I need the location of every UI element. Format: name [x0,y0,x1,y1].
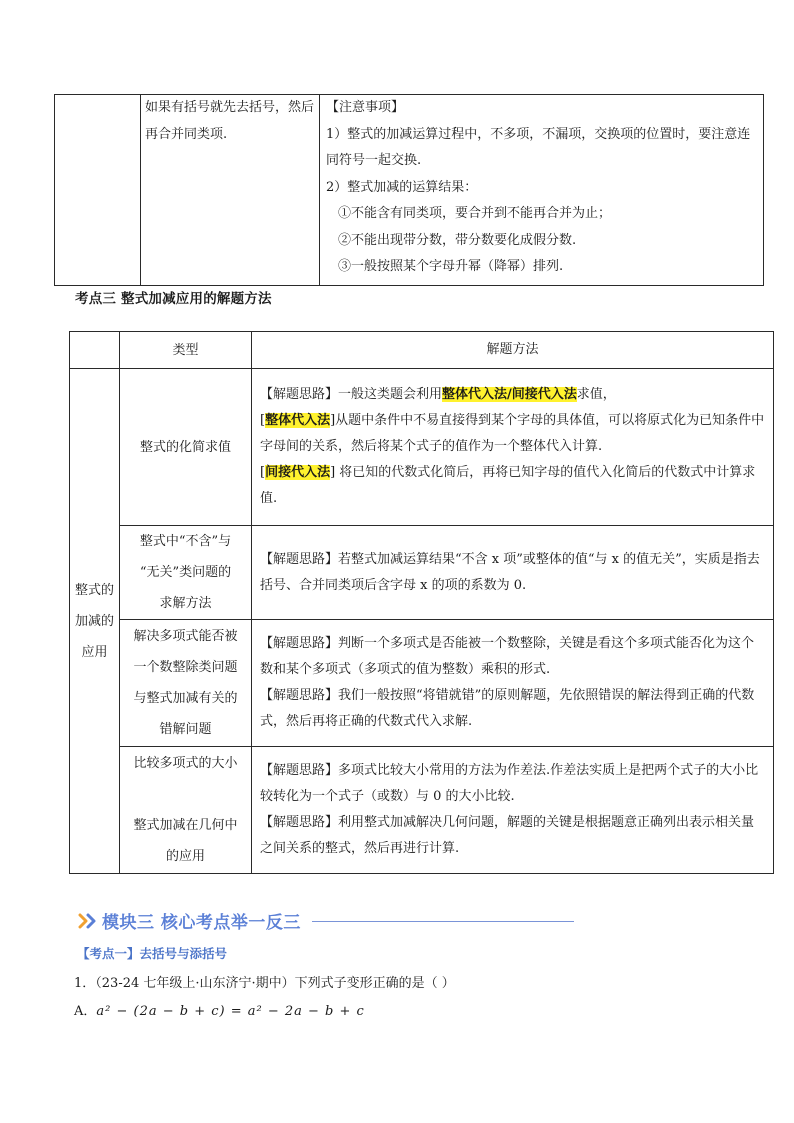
question-1: 1．（23-24 七年级上·山东济宁·期中）下列式子变形正确的是（ ） [74,976,455,991]
section-title: 考点三 整式加减应用的解题方法 [75,291,272,307]
method-cell: 【解题思路】判断一个多项式是否能被一个数整除，关键是看这个多项式能否化为这个数和某个多项式（多项式的值为整数）乘积的形式. 【解题思路】我们一般按照“将错就错”的原则解题，先依照错误的解法得到正确的代数式，然后再将正确的代数式代入求解. [252,620,774,747]
notes-title: 【注意事项】 [326,100,405,115]
notes-table-notes-cell [320,95,764,286]
point-title: 【考点一】去括号与添括号 [77,946,228,961]
method-cell: 【解题思路】多项式比较大小常用的方法为作差法.作差法实质上是把两个式子的大小比较转化为一个式子（或数）与 0 的大小比较. 【解题思路】利用整式加减解决几何问题，解题的关键是根据题意正确列出表示相关量之间关系的整式，然后再进行计算. [252,747,774,874]
category-line: 整式的 [74,582,114,598]
module-title: 模块三 核心考点举一反三 [102,913,301,933]
idea-label: 【解题思路】 [260,688,339,703]
category-line: 应用 [81,644,108,660]
note-2-b: ②不能出现带分数，带分数要化成假分数. [338,232,577,248]
table-row [70,620,774,747]
table-row [70,369,774,526]
double-chevron-icon [78,912,100,930]
note-1: 1）整式的加减运算过程中，不多项，不漏项，交换项的位置时，要注意连同符号一起交换. [326,126,751,168]
header-type: 类型 [120,332,252,369]
table-row [70,526,774,620]
highlight: 间接代入法 [265,465,331,480]
notes-table-empty-cell [55,95,141,286]
idea-label: 【解题思路】 [260,815,339,830]
category-line: 加减的 [74,613,114,629]
highlight: 整体代入法/间接代入法 [442,387,577,402]
table-row [70,747,774,874]
option-expression: a² − (2a − b + c) = a² − 2a − b + c [96,1004,365,1019]
idea-label: 【解题思路】 [260,551,339,567]
module-header [78,906,578,936]
idea-label: 【解题思路】 [260,387,339,402]
idea-label: 【解题思路】 [260,763,339,778]
table-header-row [70,332,774,369]
notes-table-rule-cell: 如果有括号就先去括号，然后再合并同类项. [141,95,320,286]
type-cell: 整式的化简求值 [120,369,252,526]
idea-label: 【解题思路】 [260,636,339,651]
header-empty-cell [70,332,120,369]
option-a [74,1000,365,1019]
type-cell: 整式中“不含”与 “无关”类问题的 求解方法 [120,526,252,620]
note-2-c: ③一般按照某个字母升幂（降幂）排列. [338,259,564,274]
highlight: 整体代入法 [265,413,331,428]
notes-table [54,94,764,286]
type-cell: 解决多项式能否被 一个数整除类问题 与整式加减有关的 错解问题 [120,620,252,747]
method-cell: 【解题思路】一般这类题会利用整体代入法/间接代入法求值， [整体代入法]从题中条件中不易直接得到某个字母的具体值，可以将原式化为已知条件中字母间的关系，然后将某个式子的值作为一个整体代入计算. [间接代入法] 将已知的代数式化简后，再将已知字母的值代入化简后的代数式中计算求值. [252,369,774,526]
note-2-a: ①不能含有同类项，要合并到不能再合并为止； [338,206,612,221]
header-method: 解题方法 [252,332,774,369]
category-cell [70,369,120,874]
note-2: 2）整式加减的运算结果： [326,179,478,195]
type-cell: 比较多项式的大小 整式加减在几何中 的应用 [120,747,252,874]
option-label: A． [74,1004,97,1019]
methods-table [69,331,774,874]
method-cell: 【解题思路】若整式加减运算结果“不含 x 项”或整体的值“与 x 的值无关”，实质是指去括号、合并同类项后含字母 x 的项的系数为 0. [252,526,774,620]
module-divider [312,921,574,922]
